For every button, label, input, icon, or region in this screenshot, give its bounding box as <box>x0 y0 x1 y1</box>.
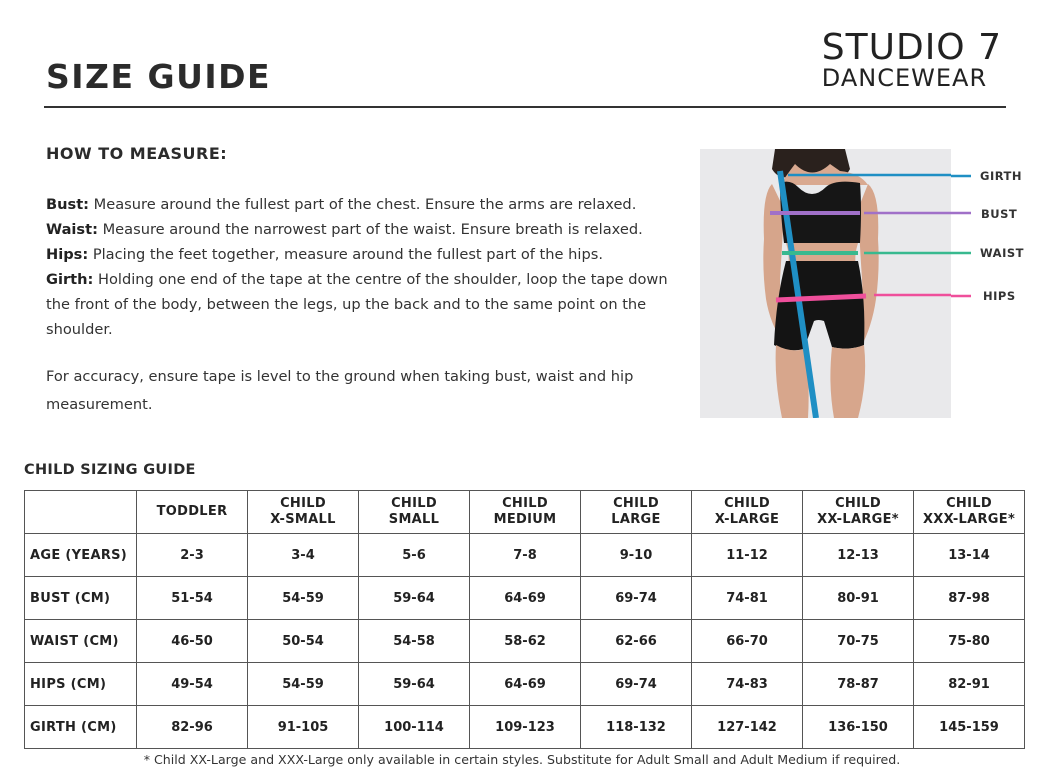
table-cell: 62-66 <box>581 620 692 663</box>
row-label: BUST (CM) <box>25 577 137 620</box>
girth-instruction: Girth: Holding one end of the tape at the centre of the shoulder, loop the tape down the front of the body, between the legs, up the back and to the same point on the shoulder. <box>46 271 668 338</box>
table-cell: 3-4 <box>248 534 359 577</box>
table-footnote: * Child XX-Large and XXX-Large only available in certain styles. Substitute for Adult Small and Adult Medium if required. <box>143 752 901 767</box>
table-cell: 100-114 <box>359 706 470 749</box>
girth-label: GIRTH <box>980 169 1023 183</box>
table-cell: 64-69 <box>470 577 581 620</box>
table-cell: 12-13 <box>803 534 914 577</box>
table-cell: 118-132 <box>581 706 692 749</box>
waist-instruction: Waist: Measure around the narrowest part of the waist. Ensure breath is relaxed. <box>46 221 643 238</box>
table-row <box>25 577 1025 620</box>
table-header-cell: CHILD LARGE <box>581 491 692 534</box>
table-cell: 11-12 <box>692 534 803 577</box>
table-cell: 54-58 <box>359 620 470 663</box>
table-cell: 74-83 <box>692 663 803 706</box>
hips-label: HIPS <box>983 289 1016 303</box>
table-cell: 69-74 <box>581 663 692 706</box>
page-title: SIZE GUIDE <box>46 57 272 96</box>
measure-instructions <box>46 192 686 342</box>
table-cell: 80-91 <box>803 577 914 620</box>
table-header-cell: CHILD SMALL <box>359 491 470 534</box>
brand-subtitle: DANCEWEAR <box>821 64 988 92</box>
table-row <box>25 534 1025 577</box>
table-row <box>25 663 1025 706</box>
table-header-cell <box>25 491 137 534</box>
table-cell: 109-123 <box>470 706 581 749</box>
how-to-measure-heading: HOW TO MEASURE: <box>46 144 228 163</box>
row-label: HIPS (CM) <box>25 663 137 706</box>
table-cell: 46-50 <box>137 620 248 663</box>
hips-instruction: Hips: Placing the feet together, measure around the fullest part of the hips. <box>46 246 603 263</box>
table-row <box>25 620 1025 663</box>
table-cell: 54-59 <box>248 663 359 706</box>
brand-name: STUDIO 7 <box>821 27 1002 68</box>
measurement-model-photo <box>700 149 951 418</box>
table-cell: 2-3 <box>137 534 248 577</box>
row-label: WAIST (CM) <box>25 620 137 663</box>
table-cell: 74-81 <box>692 577 803 620</box>
table-row <box>25 706 1025 749</box>
table-cell: 64-69 <box>470 663 581 706</box>
table-cell: 9-10 <box>581 534 692 577</box>
child-sizing-table <box>24 490 1025 749</box>
waist-label: WAIST <box>980 246 1024 260</box>
table-cell: 91-105 <box>248 706 359 749</box>
table-cell: 5-6 <box>359 534 470 577</box>
bust-instruction: Bust: Measure around the fullest part of the chest. Ensure the arms are relaxed. <box>46 196 637 213</box>
table-cell: 145-159 <box>914 706 1025 749</box>
table-cell: 87-98 <box>914 577 1025 620</box>
table-cell: 82-96 <box>137 706 248 749</box>
row-label: GIRTH (CM) <box>25 706 137 749</box>
table-cell: 7-8 <box>470 534 581 577</box>
table-header-row <box>25 491 1025 534</box>
table-header-cell: CHILD X-SMALL <box>248 491 359 534</box>
accuracy-note: For accuracy, ensure tape is level to the ground when taking bust, waist and hip measurement. <box>46 368 634 413</box>
table-cell: 13-14 <box>914 534 1025 577</box>
table-header-cell: CHILD X-LARGE <box>692 491 803 534</box>
table-header-cell: CHILD XXX-LARGE* <box>914 491 1025 534</box>
table-cell: 50-54 <box>248 620 359 663</box>
header-divider <box>44 106 1006 108</box>
table-cell: 51-54 <box>137 577 248 620</box>
table-header-cell: TODDLER <box>137 491 248 534</box>
table-cell: 59-64 <box>359 663 470 706</box>
table-cell: 66-70 <box>692 620 803 663</box>
table-header-cell: CHILD MEDIUM <box>470 491 581 534</box>
table-cell: 59-64 <box>359 577 470 620</box>
table-cell: 54-59 <box>248 577 359 620</box>
brand-logo <box>821 27 1002 92</box>
table-cell: 58-62 <box>470 620 581 663</box>
table-cell: 70-75 <box>803 620 914 663</box>
table-cell: 69-74 <box>581 577 692 620</box>
table-header-cell: CHILD XX-LARGE* <box>803 491 914 534</box>
figure-pointers <box>951 160 971 310</box>
child-sizing-heading: CHILD SIZING GUIDE <box>24 462 196 478</box>
table-cell: 75-80 <box>914 620 1025 663</box>
row-label: AGE (YEARS) <box>25 534 137 577</box>
table-cell: 136-150 <box>803 706 914 749</box>
model-illustration <box>700 149 951 418</box>
table-cell: 127-142 <box>692 706 803 749</box>
bust-label: BUST <box>981 207 1018 221</box>
table-cell: 49-54 <box>137 663 248 706</box>
table-cell: 78-87 <box>803 663 914 706</box>
table-cell: 82-91 <box>914 663 1025 706</box>
